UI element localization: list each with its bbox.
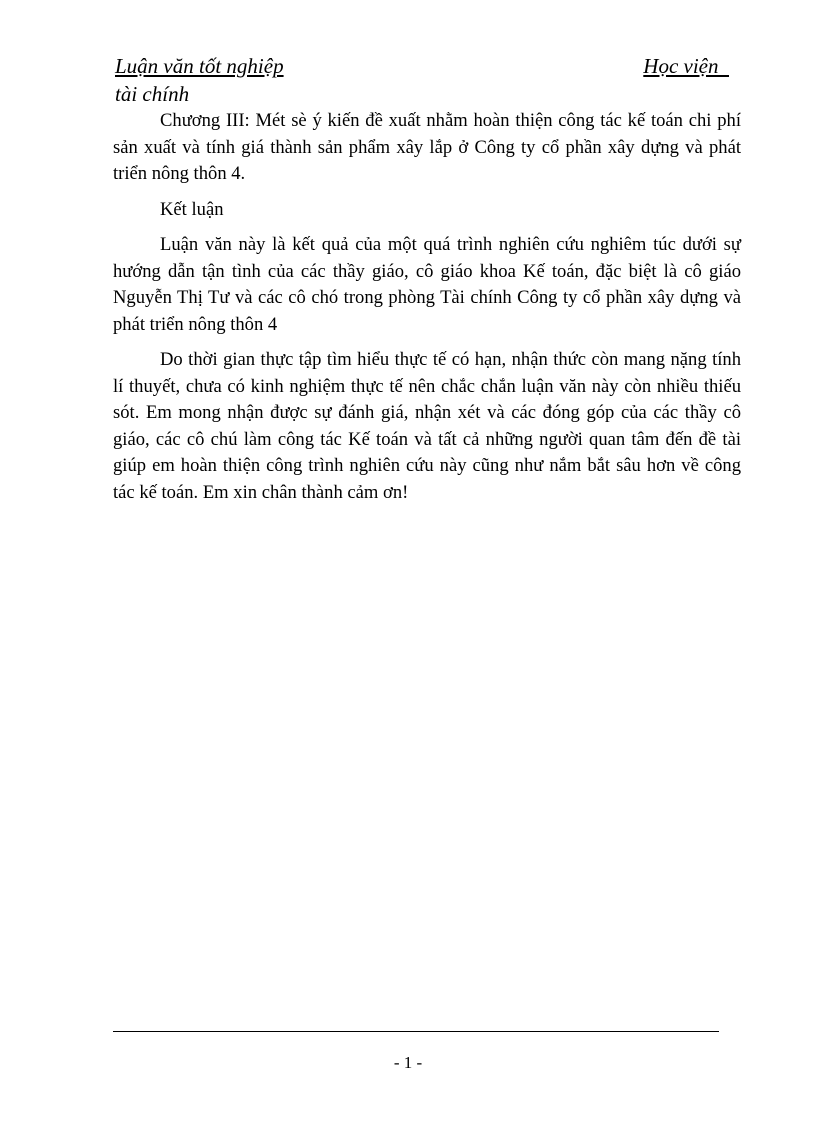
header-line <box>113 52 741 80</box>
paragraph-chapter-three: Chương III: Mét sè ý kiến đề xuất nhằm hoàn thiện công tác kế toán chi phí sản xuất và tính giá thành sản phẩm xây lắp ở Công ty cổ phần xây dựng và phát triển nông thôn 4. <box>113 110 741 184</box>
header-title-left: Luận văn tốt nghiệp <box>115 54 284 78</box>
header-title-continuation: tài chính <box>115 82 190 106</box>
page-number: - 1 - <box>393 1053 423 1072</box>
paragraph-closing: Do thời gian thực tập tìm hiểu thực tế có hạn, nhận thức còn mang nặng tính lí thuyết, chưa có kinh nghiệm thực tế nên chắc chắn luận văn này còn nhiều thiếu sót. Em mong nhận được sự đánh giá, nhận xét và các đóng góp của các thầy cô giáo, các cô chú làm công tác Kế toán và tất cả những người quan tâm đến đề tài giúp em hoàn thiện công trình nghiên cứu này cũng như nắm bắt sâu hơn về công tác kế toán. Em xin chân thành cảm ơn! <box>113 349 741 503</box>
footer-divider <box>113 1031 719 1032</box>
paragraph-conclusion-heading: Kết luận <box>160 198 224 220</box>
document-body <box>113 108 741 515</box>
page-header <box>113 52 741 106</box>
header-title-right: Học viện <box>643 54 729 78</box>
paragraph-acknowledgement: Luận văn này là kết quả của một quá trình nghiên cứu nghiêm túc dưới sự hướng dẫn tận tình của các thầy giáo, cô giáo khoa Kế toán, đặc biệt là cô giáo Nguyễn Thị Tư và các cô chó trong phòng Tài chính Công ty cổ phần xây dựng và phát triển nông thôn 4 <box>113 234 741 335</box>
